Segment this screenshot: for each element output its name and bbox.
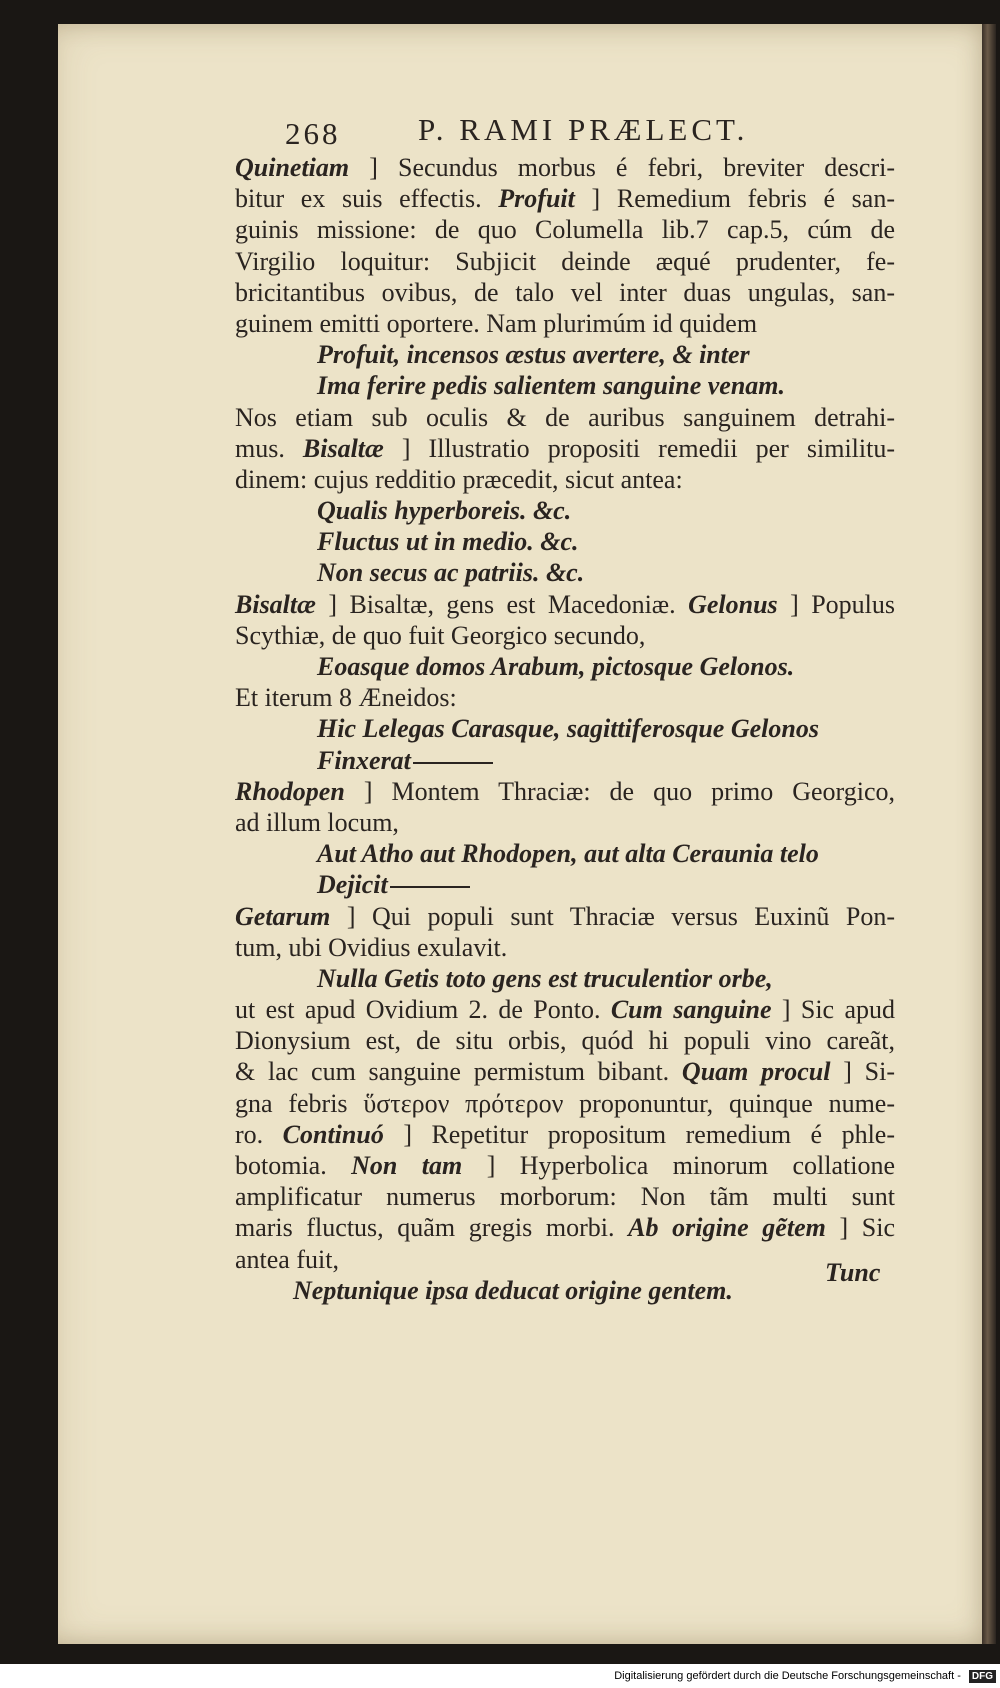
text-line <box>235 963 895 994</box>
text-line <box>235 557 895 588</box>
text-segment: Nos etiam sub oculis & de auribus sanguinem detrahi- <box>235 402 895 432</box>
verse-quote: Non secus ac patriis. &c. <box>317 558 585 588</box>
text-segment: maris fluctus, quãm gregis morbi. <box>235 1213 629 1243</box>
verse-quote: Dejicit <box>317 870 388 900</box>
text-segment: ] Populus <box>777 589 895 619</box>
verse-quote: Ima ferire pedis salientem sanguine venam. <box>317 371 785 401</box>
text-line <box>235 1212 895 1243</box>
text-segment: dinem: cujus redditio præcedit, sicut antea: <box>235 464 683 494</box>
text-line <box>235 1275 895 1306</box>
text-segment: Et iterum 8 Æneidos: <box>235 683 457 713</box>
text-segment: ro. <box>235 1119 283 1149</box>
lemma: Rhodopen <box>235 776 345 806</box>
text-line <box>235 994 895 1025</box>
text-line <box>235 651 895 682</box>
text-line <box>235 308 895 339</box>
lemma: Getarum <box>235 901 331 931</box>
lemma: Continuó <box>282 1119 384 1149</box>
running-title: P. RAMI PRÆLECT. <box>418 112 749 147</box>
text-segment: guinem emitti oportere. Nam plurimúm id quidem <box>235 308 758 338</box>
text-line <box>235 214 895 245</box>
verse-quote: Neptunique ipsa deducat origine gentem. <box>293 1275 733 1305</box>
text-line <box>235 713 895 744</box>
text-line <box>235 620 895 651</box>
lemma: Bisaltæ <box>235 589 316 619</box>
ellipsis-rule <box>390 886 470 888</box>
text-segment: botomia. <box>235 1151 352 1180</box>
catchword: Tunc <box>825 1258 881 1287</box>
text-line <box>235 526 895 557</box>
text-segment: ] Sic <box>825 1213 895 1243</box>
text-line <box>235 1088 895 1119</box>
verse-quote: Finxerat <box>317 745 411 775</box>
page-edge <box>982 24 996 1644</box>
text-segment: bricitantibus ovibus, de talo vel inter duas ungulas, san- <box>235 277 895 307</box>
lemma: Non tam <box>351 1151 463 1180</box>
verse-quote: Aut Atho aut Rhodopen, aut alta Ceraunia telo <box>317 839 819 869</box>
text-line <box>235 682 895 713</box>
text-line <box>235 152 895 183</box>
lemma: Quinetiam <box>235 153 350 182</box>
text-line <box>235 1150 895 1181</box>
text-segment: ad illum locum, <box>235 807 399 837</box>
text-line <box>235 1056 895 1087</box>
dfg-logo: DFG <box>969 1670 996 1683</box>
verse-quote: Fluctus ut in medio. &c. <box>317 527 579 557</box>
text-line <box>235 1244 895 1275</box>
text-segment: Virgilio loquitur: Subjicit deinde æqué prudenter, fe- <box>235 246 895 276</box>
text-line <box>235 589 895 620</box>
text-line <box>235 1119 895 1150</box>
text-segment: gna febris ὕστερον πρότερον proponuntur, quinque nume- <box>235 1088 895 1118</box>
text-line <box>235 932 895 963</box>
text-line <box>235 183 895 214</box>
text-line <box>235 1181 895 1212</box>
text-line <box>235 838 895 869</box>
text-segment: antea fuit, <box>235 1244 339 1274</box>
text-line <box>235 433 895 464</box>
text-segment: ] Sic apud <box>771 995 895 1025</box>
lemma: Ab origine gẽtem <box>628 1213 826 1243</box>
text-line <box>235 1025 895 1056</box>
text-line <box>235 277 895 308</box>
text-segment: ] Illustratio propositi remedii per similitu- <box>383 433 895 463</box>
text-segment: bitur ex suis effectis. <box>235 184 499 214</box>
verse-quote: Eoasque domos Arabum, pictosque Gelonos. <box>317 652 795 681</box>
page-header <box>235 92 895 152</box>
digitization-footer <box>0 1664 1000 1688</box>
text-segment: ] Remedium febris é san- <box>574 184 895 214</box>
text-segment: & lac cum sanguine permistum bibant. <box>235 1057 682 1087</box>
text-segment: amplificatur numerus morborum: Non tãm multi sunt <box>235 1182 895 1212</box>
page-number: 268 <box>285 116 341 151</box>
text-segment: Dionysium est, de situ orbis, quód hi populi vino careãt, <box>235 1026 895 1056</box>
text-segment: ] Si- <box>830 1057 895 1087</box>
text-line <box>235 370 895 401</box>
text-block <box>235 92 895 1306</box>
text-line <box>235 495 895 526</box>
text-segment: ] Hyperbolica minorum collatione <box>462 1151 895 1180</box>
text-segment: ] Montem Thraciæ: de quo primo Georgico, <box>344 776 895 806</box>
verse-quote: Profuit, incensos æstus avertere, & inter <box>317 340 750 370</box>
verse-quote: Qualis hyperboreis. &c. <box>317 496 572 526</box>
lemma: Cum sanguine <box>610 995 772 1025</box>
text-segment: ut est apud Ovidium 2. de Ponto. <box>235 995 611 1025</box>
text-segment: tum, ubi Ovidius exulavit. <box>235 932 508 962</box>
text-segment: ] Qui populi sunt Thraciæ versus Euxinũ Pon- <box>330 901 895 931</box>
text-line <box>235 246 895 277</box>
text-line <box>235 901 895 932</box>
text-line <box>235 402 895 433</box>
text-line <box>235 464 895 495</box>
lemma: Gelonus <box>688 589 778 619</box>
text-line <box>235 776 895 807</box>
ellipsis-rule <box>413 762 493 764</box>
body-text <box>235 152 895 1306</box>
verse-quote: Hic Lelegas Carasque, sagittiferosque Gelonos <box>317 714 819 744</box>
lemma: Bisaltæ <box>302 433 384 463</box>
text-segment: Scythiæ, de quo fuit Georgico secundo, <box>235 620 646 650</box>
lemma: Quam procul <box>681 1057 831 1087</box>
text-segment: guinis missione: de quo Columella lib.7 cap.5, cúm de <box>235 215 895 245</box>
text-segment: mus. <box>235 433 303 463</box>
footer-text: Digitalisierung gefördert durch die Deutsche Forschungsgemeinschaft - <box>614 1670 961 1682</box>
text-segment: ] Repetitur propositum remedium é phle- <box>383 1119 895 1149</box>
text-line <box>235 339 895 370</box>
text-segment: ] Secundus morbus é febri, breviter descri- <box>349 153 895 182</box>
text-line <box>235 807 895 838</box>
verse-quote: Nulla Getis toto gens est truculentior orbe, <box>317 963 773 993</box>
text-line <box>235 745 895 776</box>
lemma: Profuit <box>498 184 575 214</box>
text-line <box>235 869 895 900</box>
text-segment: ] Bisaltæ, gens est Macedoniæ. <box>315 589 689 619</box>
